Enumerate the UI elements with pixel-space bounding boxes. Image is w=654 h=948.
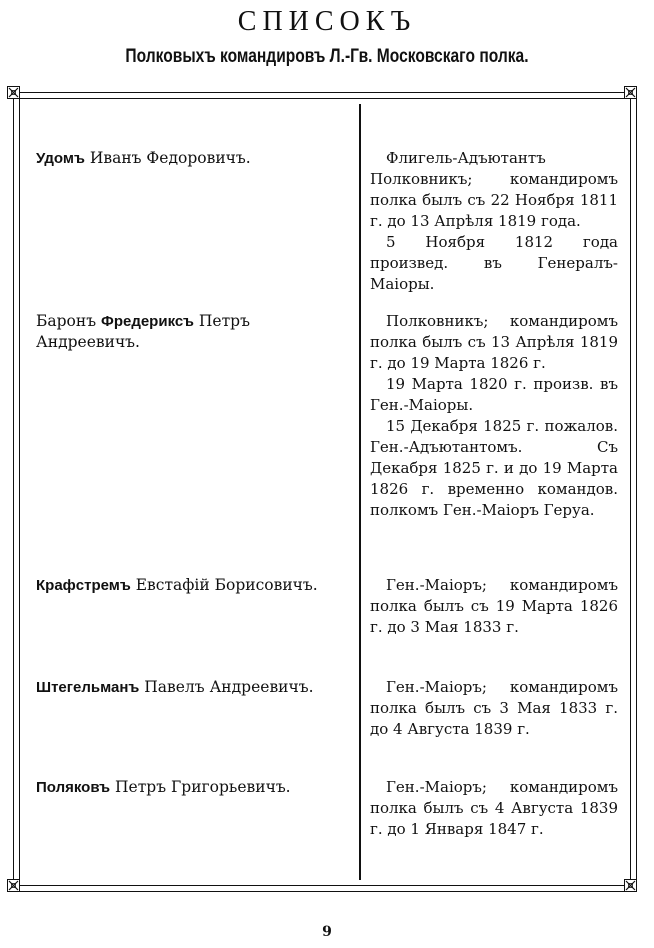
- service-description: [370, 777, 618, 840]
- page-subtitle: Полковыхъ командировъ Л.-Гв. Московскаго полка.: [125, 46, 529, 67]
- corner-ornament-icon: [624, 86, 637, 99]
- service-description: [370, 311, 618, 521]
- page-title: СПИСОКЪ: [237, 6, 417, 37]
- service-description: [370, 677, 618, 740]
- given-names: Павелъ Андреевичъ.: [139, 678, 314, 696]
- column-divider: [359, 104, 361, 880]
- surname: Штегельманъ: [36, 679, 140, 696]
- corner-ornament-icon: [7, 86, 20, 99]
- description-paragraph: Ген.-Маіоръ; командиромъ полка былъ съ 4 Августа 1839 г. до 1 Января 1847 г.: [370, 778, 618, 838]
- name-prefix: Баронъ: [36, 312, 102, 330]
- commander-name: [36, 777, 354, 798]
- given-names: Петръ Григорьевичъ.: [110, 778, 291, 796]
- service-description: [370, 575, 618, 638]
- description-paragraph: 19 Марта 1820 г. произв. въ Ген.-Маіоры.: [370, 375, 618, 414]
- given-names: Петръ Андреевичъ.: [36, 312, 250, 351]
- corner-ornament-icon: [7, 879, 20, 892]
- service-description: [370, 148, 618, 295]
- commander-name: [36, 148, 354, 169]
- description-paragraph: Полковникъ; командиромъ полка былъ съ 13 Апрѣля 1819 г. до 19 Марта 1826 г.: [370, 312, 618, 372]
- commander-name: [36, 311, 354, 353]
- corner-ornament-icon: [624, 879, 637, 892]
- description-paragraph: 15 Декабря 1825 г. пожалов. Ген.-Адъютантомъ. Съ Декабря 1825 г. и до 19 Марта 1826 г. временно командов. полкомъ Ген.-Маіоръ Геруа.: [370, 417, 618, 519]
- surname: Фредериксъ: [101, 313, 194, 330]
- commander-name: [36, 677, 354, 698]
- surname: Крафстремъ: [36, 577, 131, 594]
- description-paragraph: 5 Ноября 1812 года произвед. въ Генералъ-Маіоры.: [370, 233, 618, 293]
- commander-name: [36, 575, 354, 596]
- description-paragraph: Ген.-Маіоръ; командиромъ полка былъ съ 3 Мая 1833 г. до 4 Августа 1839 г.: [370, 678, 618, 738]
- description-paragraph: Флигель-Адъютантъ Полковникъ; командиромъ полка былъ съ 22 Ноября 1811 г. до 13 Апрѣля 1819 года.: [370, 149, 618, 230]
- description-paragraph: Ген.-Маіоръ; командиромъ полка былъ съ 19 Марта 1826 г. до 3 Мая 1833 г.: [370, 576, 618, 636]
- surname: Поляковъ: [36, 779, 111, 796]
- given-names: Евстафій Борисовичъ.: [130, 576, 318, 594]
- surname: Удомъ: [36, 150, 85, 167]
- given-names: Иванъ Федоровичъ.: [84, 149, 251, 167]
- page-number: 9: [322, 924, 332, 940]
